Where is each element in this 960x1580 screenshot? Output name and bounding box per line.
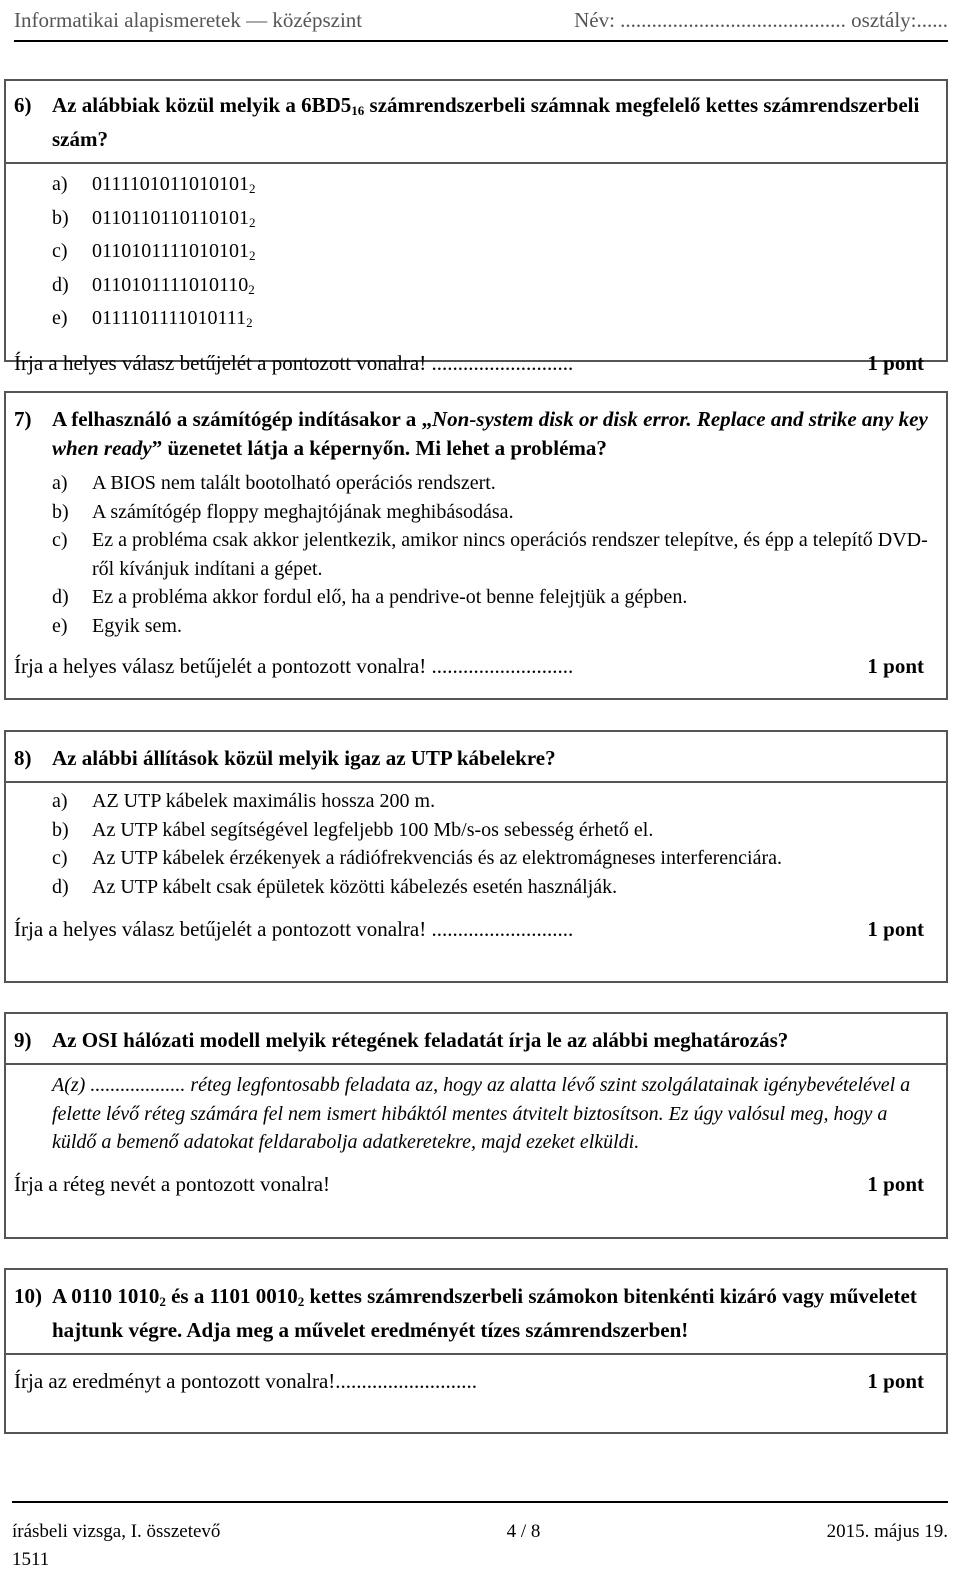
question-text-cont: ” üzenetet látja a képernyőn. Mi lehet a probléma?: [151, 436, 607, 460]
option-c: [52, 844, 936, 873]
option-letter: d): [52, 586, 69, 608]
option-letter: b): [52, 500, 69, 523]
option-b: [52, 204, 936, 238]
option-base: 2: [249, 181, 256, 196]
answer-prompt: Írja a helyes válasz betűjelét a pontozott vonalra! ...........................: [14, 916, 574, 941]
option-text: A BIOS nem talált bootolható operációs rendszert.: [92, 472, 496, 494]
option-base: 2: [249, 214, 256, 230]
option-letter: a): [52, 173, 68, 195]
option-value: 0110101111010110: [92, 273, 249, 296]
option-letter: c): [52, 529, 68, 551]
question-9-title: [6, 1014, 946, 1065]
answer-line: [6, 1163, 946, 1207]
option-text: Az UTP kábel segítségével legfeljebb 100 Mb/s-os sebesség érhető el.: [92, 818, 654, 841]
answer-prompt: Írja az eredményt a pontozott vonalra!...........................: [14, 1368, 478, 1393]
question-text-end: kettes számrendszerbeli számokon bitenkénti kizáró vagy műveletet hajtunk végre. Adja meg a művelet eredményét tízes számrendszerben!: [52, 1284, 917, 1342]
question-text: Az alábbi állítások közül melyik igaz az UTP kábelekre?: [52, 746, 556, 770]
option-letter: a): [52, 472, 68, 494]
option-c: [52, 237, 936, 271]
option-base: 2: [248, 281, 255, 297]
option-letter: c): [52, 847, 68, 869]
answer-prompt: Írja a helyes válasz betűjelét a pontozott vonalra! ...........................: [14, 653, 574, 678]
question-6-title: [6, 81, 946, 164]
option-a: [52, 787, 936, 816]
question-text: A 0110 1010: [52, 1284, 160, 1308]
option-value: 0110110110110101: [92, 206, 250, 229]
option-a: [52, 170, 936, 204]
footer-code: 1511: [12, 1549, 50, 1570]
option-base: 2: [246, 315, 253, 330]
option-value: 0111101111010111: [92, 307, 247, 329]
option-c: [52, 526, 936, 583]
option-d: [52, 271, 936, 305]
question-10-title: [6, 1270, 946, 1355]
base-subscript: 2: [297, 1294, 305, 1309]
options-list: [6, 783, 946, 901]
option-letter: d): [52, 273, 69, 296]
answer-prompt: Írja a helyes válasz betűjelét a pontozott vonalra! ...........................: [14, 351, 574, 375]
option-value: 0110101111010101: [92, 240, 250, 262]
points: 1 pont: [867, 653, 924, 678]
question-text-cont: számrendszerbeli számnak megfelelő kettes számrendszerbeli szám?: [52, 93, 920, 151]
question-number: 9): [14, 1028, 32, 1052]
question-10: [4, 1268, 948, 1434]
question-6: [4, 79, 948, 375]
header-subject: Informatikai alapismeretek — középszint: [14, 7, 363, 32]
option-text: Az UTP kábelek érzékenyek a rádiófrekvenciás és az elektromágneses interferenciára.: [92, 847, 782, 869]
option-e: [52, 304, 936, 338]
footer-date: 2015. május 19.: [826, 1521, 948, 1542]
question-7-title: [6, 393, 946, 465]
definition-paragraph: A(z) ................... réteg legfontosabb feladata az, hogy az alatta lévő szint szolgálatainak igénybevételével a felette lévő réteg számára fel nem ismert hibáktól mentes átvitelt biztosítson. Ez úgy valósul meg, hogy a küldő a bemenő adatokat feldarabolja adatkeretekre, majd ezeket elküldi.: [52, 1074, 911, 1153]
question-number: 7): [14, 407, 32, 431]
option-d: [52, 873, 936, 902]
question-8: [4, 730, 948, 983]
option-letter: b): [52, 818, 69, 841]
question-number: 6): [14, 93, 32, 117]
option-d: [52, 583, 936, 612]
option-letter: d): [52, 875, 69, 898]
answer-line: [6, 907, 946, 951]
points: 1 pont: [867, 1172, 924, 1196]
option-letter: e): [52, 307, 68, 329]
option-text: AZ UTP kábelek maximális hossza 200 m.: [92, 790, 436, 812]
option-text: Az UTP kábelt csak épületek közötti kábelezés esetén használják.: [92, 875, 618, 898]
option-letter: c): [52, 240, 68, 262]
option-text: Ez a probléma akkor fordul elő, ha a pendrive-ot benne felejtjük a gépben.: [92, 586, 688, 608]
question-text: Az OSI hálózati modell melyik rétegének feladatát írja le az alábbi meghatározás?: [52, 1028, 789, 1052]
option-e: [52, 612, 936, 641]
option-value: 0111101011010101: [92, 173, 250, 195]
error-message: Non-system disk or disk error. Replace and strike any key when ready: [52, 407, 928, 460]
base-subscript: 16: [351, 103, 365, 118]
header-name-class: Név: ........................................... osztály:......: [574, 7, 948, 32]
points: 1 pont: [867, 351, 924, 375]
question-text-cont: és a 1101 0010: [165, 1284, 298, 1308]
question-9: [4, 1012, 948, 1239]
question-8-title: [6, 732, 946, 783]
answer-line: [6, 644, 946, 688]
question-7: [4, 391, 948, 700]
question-text: Az alábbiak közül melyik a 6BD5: [52, 93, 352, 117]
option-letter: b): [52, 206, 69, 229]
question-number: 8): [14, 746, 32, 770]
base-subscript: 2: [159, 1294, 166, 1309]
answer-line: [6, 1359, 946, 1403]
answer-prompt: Írja a réteg nevét a pontozott vonalra!: [14, 1172, 331, 1196]
option-letter: e): [52, 614, 68, 637]
option-b: [52, 816, 936, 845]
option-base: 2: [249, 248, 256, 263]
option-b: [52, 498, 936, 527]
page-header: [14, 0, 948, 42]
footer-exam: írásbeli vizsga, I. összetevő: [12, 1521, 221, 1542]
question-number: 10): [14, 1284, 42, 1308]
page-number: 4 / 8: [506, 1521, 541, 1542]
option-text: A számítógép floppy meghajtójának meghibásodása.: [92, 500, 514, 523]
option-text: Ez a probléma csak akkor jelentkezik, amikor nincs operációs rendszer telepítve, és épp a telepítő DVD-ről kívánjuk indítani a gépet.: [92, 529, 928, 580]
answer-line: [6, 342, 946, 386]
points: 1 pont: [867, 1368, 924, 1393]
options-list: [6, 465, 946, 640]
option-letter: a): [52, 790, 68, 812]
question-text: A felhasználó a számítógép indításakor a „: [52, 407, 432, 431]
points: 1 pont: [867, 916, 924, 941]
page-footer: [12, 1501, 948, 1573]
options-list: [6, 164, 946, 338]
option-text: Egyik sem.: [92, 614, 182, 637]
option-a: [52, 469, 936, 498]
